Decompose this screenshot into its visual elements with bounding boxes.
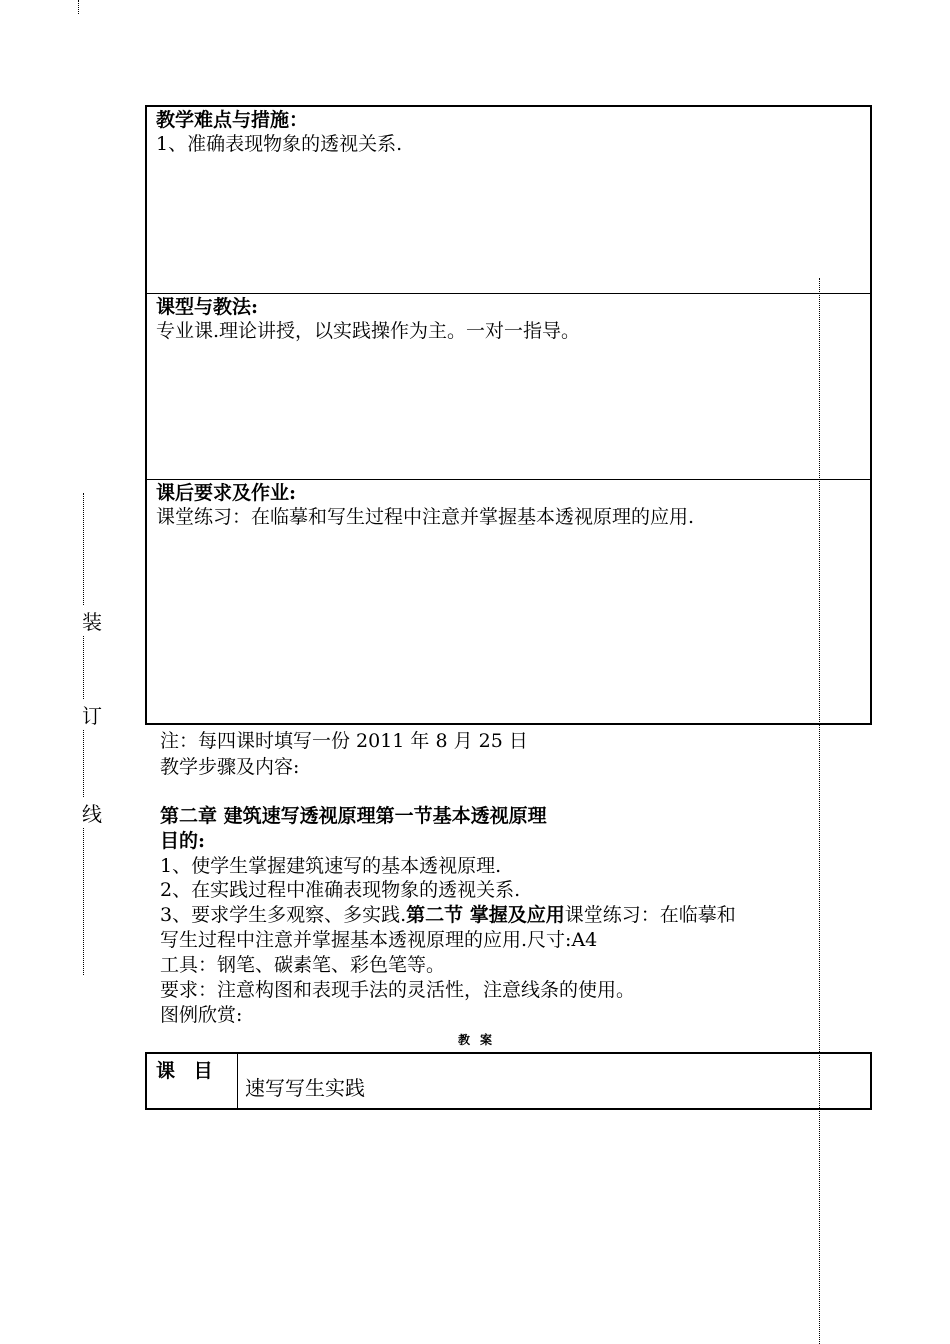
lesson-plan-table bbox=[145, 105, 872, 725]
course-value: 速写写生实践 bbox=[245, 1076, 365, 1100]
binding-char-xian: 线 bbox=[82, 798, 102, 827]
item3-part-c: 课堂练习：在临摹和 bbox=[564, 904, 736, 926]
method-label: 课型与教法: bbox=[156, 296, 259, 318]
purpose-item-3 bbox=[160, 902, 736, 928]
homework-cell bbox=[147, 480, 870, 723]
requirement-line: 要求：注意构图和表现手法的灵活性，注意线条的使用。 bbox=[160, 979, 636, 1001]
course-label: 课 目 bbox=[156, 1060, 219, 1082]
top-left-dotted-mark bbox=[78, 0, 79, 14]
homework-text: 课堂练习：在临摹和写生过程中注意并掌握基本透视原理的应用. bbox=[156, 506, 695, 528]
tools-line: 工具：钢笔、碳素笔、彩色笔等。 bbox=[160, 954, 446, 976]
item3-part-a: 3、要求学生多观察、多实践. bbox=[160, 904, 407, 926]
method-cell bbox=[147, 294, 870, 480]
note-line: 注：每四课时填写一份 2011 年 8 月 25 日 bbox=[160, 730, 528, 752]
chapter-title: 第二章 建筑速写透视原理第一节基本透视原理 bbox=[160, 805, 547, 827]
steps-title: 教学步骤及内容: bbox=[160, 756, 300, 778]
binding-char-zhuang: 装 bbox=[82, 606, 102, 635]
homework-label: 课后要求及作业: bbox=[156, 482, 297, 504]
method-text: 专业课.理论讲授，以实践操作为主。一对一指导。 bbox=[156, 320, 581, 342]
course-label-cell bbox=[147, 1054, 238, 1108]
binding-char-ding: 订 bbox=[82, 700, 102, 729]
examples-line: 图例欣赏: bbox=[160, 1004, 243, 1026]
difficulty-text: 1、准确表现物象的透视关系. bbox=[156, 133, 403, 155]
course-table bbox=[145, 1052, 872, 1110]
purpose-item-1: 1、使学生掌握建筑速写的基本透视原理. bbox=[160, 855, 502, 877]
purpose-item-2: 2、在实践过程中准确表现物象的透视关系. bbox=[160, 879, 521, 901]
section-two-title: 第二节 掌握及应用 bbox=[406, 904, 565, 926]
page-caption: 教案 bbox=[457, 1033, 502, 1047]
binding-dotted-line bbox=[83, 493, 84, 975]
difficulty-label: 教学难点与措施： bbox=[156, 109, 309, 131]
difficulty-cell bbox=[147, 107, 870, 294]
purpose-item-3-cont: 写生过程中注意并掌握基本透视原理的应用.尺寸:A4 bbox=[160, 929, 598, 951]
purpose-label: 目的: bbox=[160, 830, 206, 852]
